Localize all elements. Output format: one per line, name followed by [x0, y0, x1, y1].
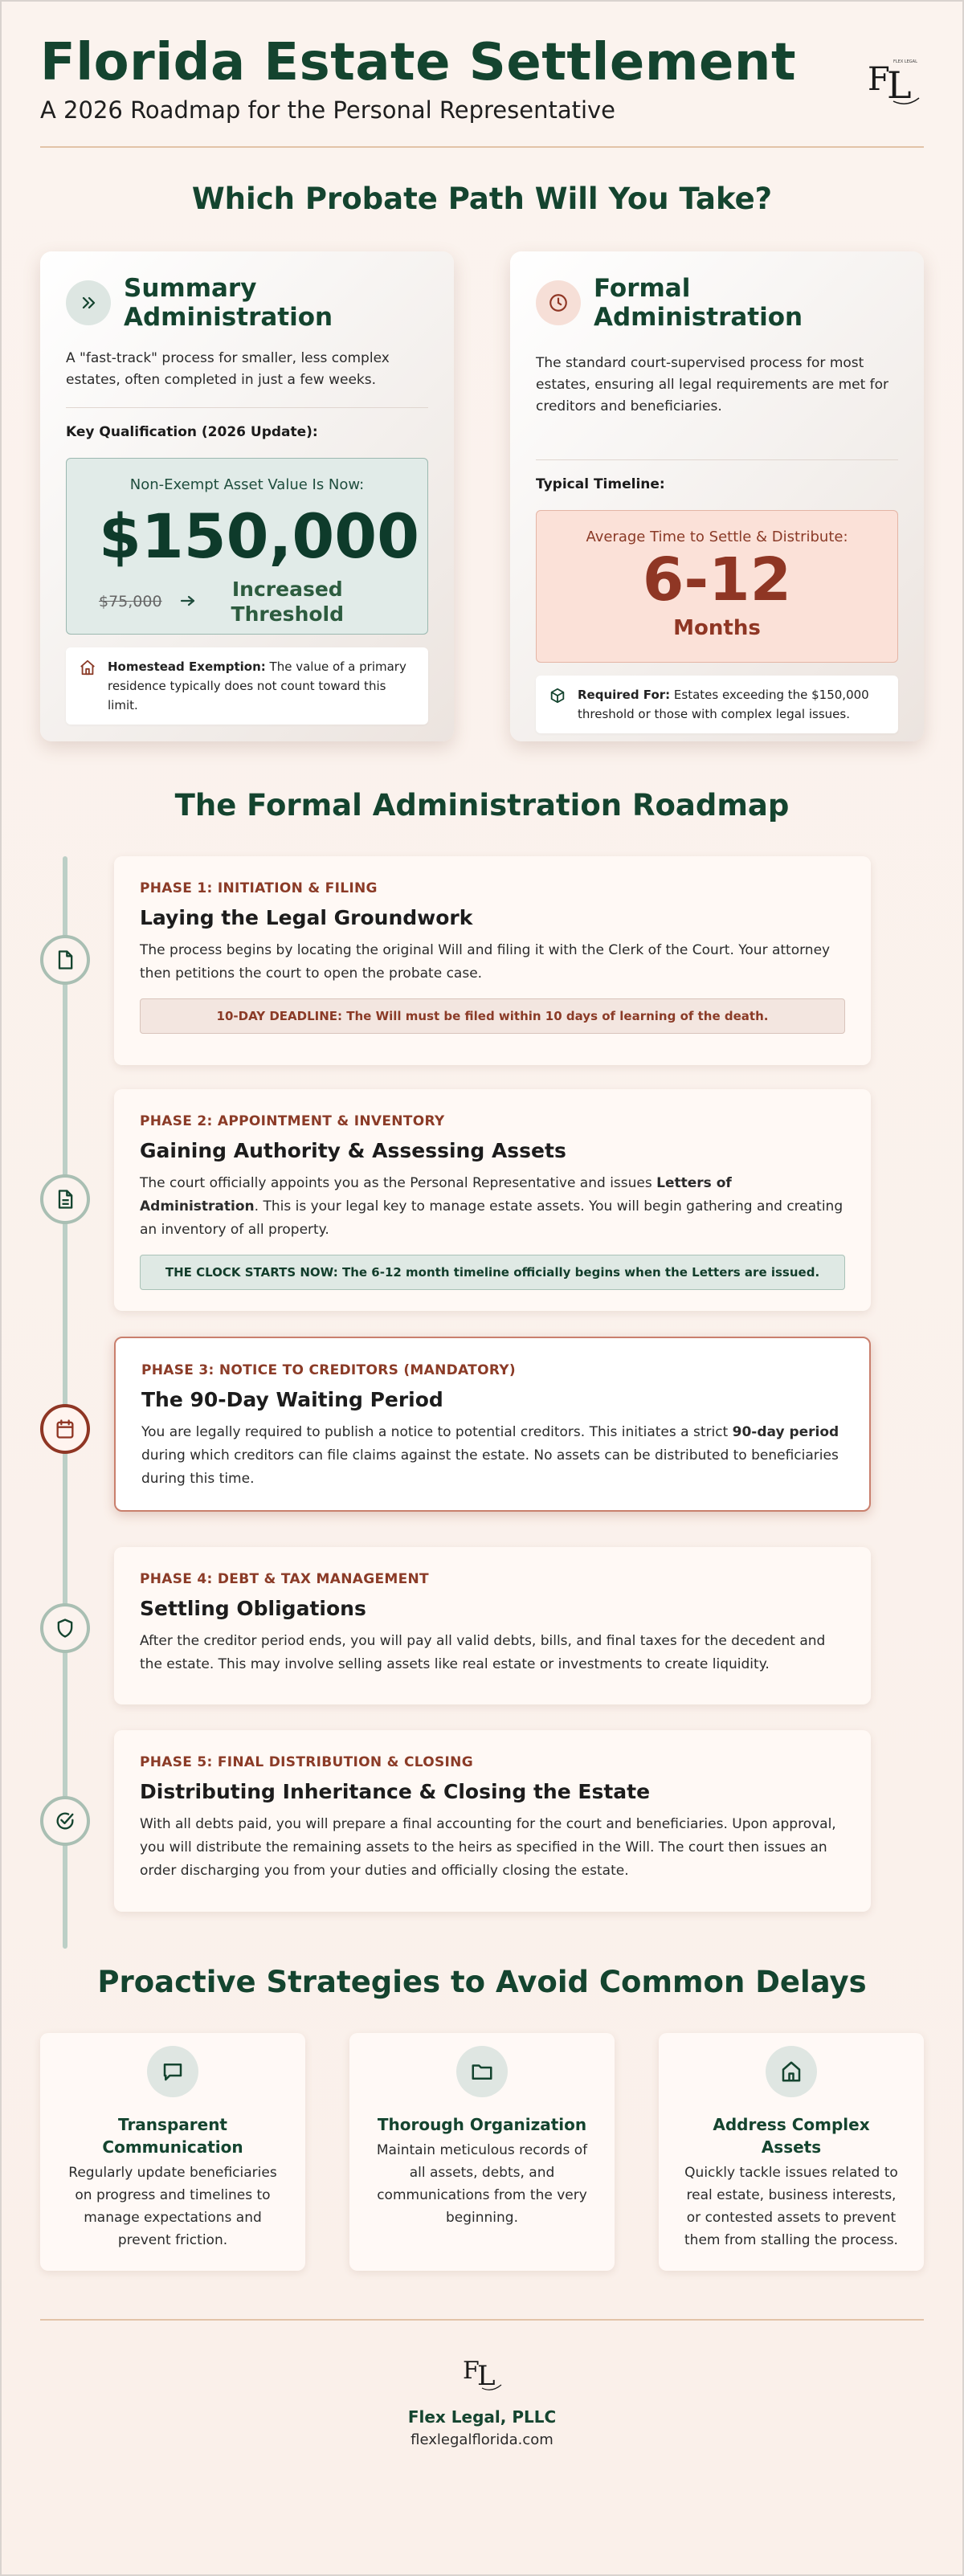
page-title: Florida Estate Settlement	[40, 33, 797, 92]
firm-website[interactable]: flexlegalflorida.com	[411, 2431, 553, 2448]
double-chevron-right-icon	[66, 280, 111, 325]
logo-mark-f: F	[868, 61, 890, 98]
paths-heading: Which Probate Path Will You Take?	[191, 182, 773, 216]
required-for-text: Estates exceeding the $150,000 threshold or those with complex legal issues.	[578, 688, 869, 721]
footer-divider	[40, 2319, 924, 2321]
timeline-stat-label: Average Time to Settle & Distribute:	[586, 529, 848, 545]
roadmap-heading: The Formal Administration Roadmap	[174, 788, 790, 823]
clock-icon	[536, 280, 581, 325]
formal-title: Formal Administration	[594, 274, 803, 332]
strategy-card-complex-assets	[659, 2033, 924, 2271]
file-text-icon	[40, 1174, 90, 1224]
homestead-note	[66, 647, 428, 725]
homestead-text: The value of a primary residence typically does not count toward this limit.	[108, 659, 406, 712]
formal-administration-card	[510, 251, 924, 741]
phase-tag: PHASE 3: NOTICE TO CREDITORS (MANDATORY)	[141, 1362, 516, 1378]
timeline-label: Typical Timeline:	[536, 476, 665, 492]
timeline-stat-unit: Months	[673, 616, 761, 640]
home-icon	[766, 2046, 817, 2097]
threshold-label: Non-Exempt Asset Value Is Now:	[129, 476, 365, 493]
footer	[2, 2348, 962, 2448]
phase-title: The 90-Day Waiting Period	[141, 1388, 443, 1411]
threshold-value: $150,000	[99, 500, 420, 572]
flex-legal-logo	[863, 48, 922, 111]
firm-name: Flex Legal, PLLC	[407, 2407, 557, 2427]
phase-card-3	[114, 1337, 871, 1512]
summary-description: A "fast-track" process for smaller, less complex estates, often completed in just a few weeks.	[66, 350, 390, 388]
strategy-card-communication	[40, 2033, 305, 2271]
phase-card-4	[114, 1547, 871, 1704]
timeline-stat-value: 6-12	[642, 545, 792, 614]
phase-title: Gaining Authority & Assessing Assets	[140, 1139, 566, 1162]
svg-text:F: F	[463, 2357, 480, 2385]
phase-card-2	[114, 1089, 871, 1311]
flex-legal-footer-logo	[460, 2348, 504, 2396]
header	[2, 2, 962, 146]
strategies-heading: Proactive Strategies to Avoid Common Delays	[97, 1965, 867, 1999]
divider	[66, 407, 428, 408]
phase-description: You are legally required to publish a notice to potential creditors. This initiates a strict 90-day period during which creditors can file claims against the estate. No assets can be distributed to beneficiaries during this time.	[141, 1424, 839, 1487]
document-icon	[40, 935, 90, 985]
strategy-card-organization	[349, 2033, 615, 2271]
strategy-description: Quickly tackle issues related to real estate, business interests, or contested assets to prevent them from stalling the process.	[684, 2165, 898, 2248]
phase-title: Laying the Legal Groundwork	[140, 906, 473, 929]
folder-icon	[456, 2046, 508, 2097]
formal-description: The standard court-supervised process for most estates, ensuring all legal requirements are met for creditors and beneficiaries.	[536, 355, 889, 414]
page-subtitle: A 2026 Roadmap for the Personal Representative	[40, 96, 616, 124]
strategies-list	[2, 2033, 962, 2271]
strategy-title: Thorough Organization	[377, 2115, 587, 2134]
strategy-description: Maintain meticulous records of all assets, debts, and communications from the very beginning.	[376, 2142, 588, 2226]
phase-tag: PHASE 4: DEBT & TAX MANAGEMENT	[140, 1571, 429, 1587]
required-for-label: Required For:	[578, 688, 671, 702]
timeline-stat-box	[536, 510, 898, 663]
phase-description: The process begins by locating the original Will and filing it with the Clerk of the Court. Your attorney then petitions the court to open the probate case.	[140, 942, 831, 982]
phase-card-5	[114, 1730, 871, 1912]
required-for-note	[536, 676, 898, 733]
threshold-stat-box	[66, 458, 428, 635]
phase-title: Settling Obligations	[140, 1597, 366, 1620]
homestead-label: Homestead Exemption:	[108, 659, 266, 674]
roadmap-timeline	[40, 856, 924, 1957]
phase-tag: PHASE 2: APPOINTMENT & INVENTORY	[140, 1113, 445, 1129]
header-divider	[40, 146, 924, 148]
chat-icon	[147, 2046, 198, 2097]
summary-title: Summary Administration	[124, 274, 333, 332]
strategy-title: Address Complex Assets	[713, 2115, 870, 2157]
phase-description: The court officially appoints you as the Personal Representative and issues Letters of Administration. This is your legal key to manage estate assets. You will begin gathering and creating an inventory of all property.	[140, 1175, 844, 1238]
clock-starts-callout: THE CLOCK STARTS NOW: The 6-12 month timeline officially begins when the Letters are issued.	[140, 1255, 845, 1290]
divider	[536, 459, 898, 460]
home-icon	[79, 659, 100, 715]
phase-tag: PHASE 1: INITIATION & FILING	[140, 880, 378, 896]
logo-caption: FLEX LEGAL	[893, 59, 917, 64]
probate-paths	[2, 251, 962, 741]
arrow-right-icon	[180, 592, 196, 611]
shield-icon	[40, 1603, 90, 1653]
phase-description: After the creditor period ends, you will pay all valid debts, bills, and final taxes for the decedent and the estate. This may involve selling assets like real estate or investments to create liquidity.	[140, 1633, 826, 1672]
old-threshold-value: $75,000	[99, 593, 162, 610]
phase-tag: PHASE 5: FINAL DISTRIBUTION & CLOSING	[140, 1754, 473, 1770]
timeline-line	[63, 856, 67, 1949]
check-circle-icon	[40, 1796, 90, 1846]
calendar-icon	[40, 1404, 90, 1454]
increased-threshold-label: Increased Threshold	[231, 578, 345, 626]
strategy-title: Transparent Communication	[102, 2115, 243, 2157]
logo-mark-l: L	[887, 63, 912, 107]
svg-text:L: L	[477, 2360, 496, 2392]
key-qualification-label: Key Qualification (2026 Update):	[66, 424, 318, 440]
phase-card-1	[114, 856, 871, 1065]
strategy-description: Regularly update beneficiaries on progress and timelines to manage expectations and prevent friction.	[68, 2165, 277, 2248]
deadline-callout: 10-DAY DEADLINE: The Will must be filed within 10 days of learning of the death.	[140, 998, 845, 1034]
cube-icon	[549, 687, 570, 724]
summary-administration-card	[40, 251, 454, 741]
phase-description: With all debts paid, you will prepare a final accounting for the court and beneficiaries. Upon approval, you will distribute the remaining assets to the heirs as specified in the Will. The court then issues an order discharging you from your duties and officially closing the estate.	[140, 1816, 836, 1879]
phase-title: Distributing Inheritance & Closing the Estate	[140, 1780, 651, 1803]
